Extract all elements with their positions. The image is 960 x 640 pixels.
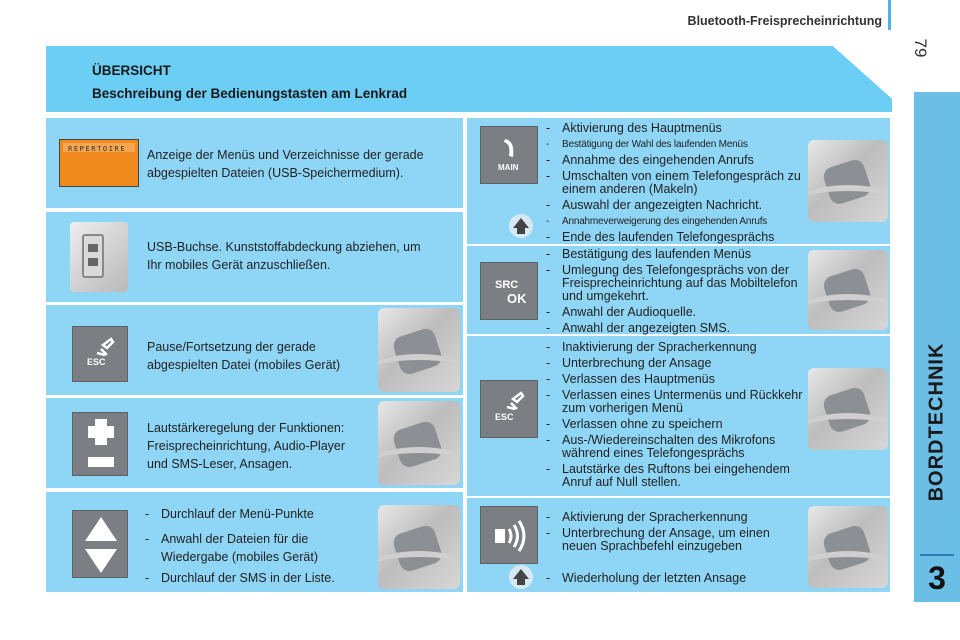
esc-button-icon — [72, 326, 128, 382]
text-line: und SMS-Leser, Ansagen. — [147, 457, 293, 471]
list-item: - Aktivierung des Hauptmenüs — [546, 122, 806, 135]
steering-wheel-photo — [378, 401, 460, 485]
plus-minus-buttons-icon — [72, 412, 128, 476]
steering-wheel-photo — [378, 308, 460, 392]
steering-wheel-photo — [808, 506, 888, 588]
list-item: - Anwahl der angezeigten SMS. — [546, 322, 806, 335]
steering-wheel-photo — [808, 140, 888, 222]
list-item: - Bestätigung der Wahl des laufenden Menüs — [546, 138, 806, 151]
header-divider — [888, 0, 891, 30]
section-title: ÜBERSICHT — [92, 63, 171, 78]
phone-handset-icon — [481, 127, 539, 185]
volume-description — [147, 419, 345, 473]
src-ok-functions-list — [546, 248, 806, 338]
side-tab-label: BORDTECHNIK — [925, 342, 948, 502]
src-label: SRC — [495, 279, 519, 291]
list-item: - Unterbrechung der Ansage — [546, 357, 806, 370]
text-line: USB-Buchse. Kunststoffabdeckung abziehen, um — [147, 240, 421, 254]
chapter-title: Bluetooth-Freisprecheinrichtung — [687, 14, 882, 28]
up-down-symbol-icon — [73, 511, 129, 579]
esc-symbol-icon — [73, 327, 129, 383]
list-item: - Wiederholung der letzten Ansage — [546, 572, 806, 585]
esc-symbol-icon — [481, 381, 539, 439]
text-line: Anzeige der Menüs und Verzeichnisse der gerade — [147, 148, 424, 162]
esc-functions-list — [546, 341, 806, 492]
text-line: abgespielten Datei (mobiles Gerät) — [147, 358, 341, 372]
section-subtitle: Beschreibung der Bedienungstasten am Lenkrad — [92, 86, 408, 101]
esc-label: ESC — [495, 412, 514, 422]
plus-minus-symbol-icon — [73, 413, 129, 477]
list-item: - Annahme des eingehenden Anrufs — [546, 154, 806, 167]
list-item: - Durchlauf der Menü-Punkte — [145, 508, 375, 521]
list-item: - Durchlauf der SMS in der Liste. — [145, 572, 375, 585]
list-item: - Aktivierung der Spracherkennung — [546, 511, 806, 524]
list-item: - Unterbrechung der Ansage, um einen neuen Sprachbefehl einzugeben — [546, 527, 806, 553]
display-description — [147, 146, 424, 182]
list-item: - Inaktivierung der Spracherkennung — [546, 341, 806, 354]
display-text: REPERTOIRE — [68, 145, 127, 153]
side-tab-divider — [920, 554, 954, 556]
list-item: - Bestätigung des laufenden Menüs — [546, 248, 806, 261]
voice-long-press-list — [546, 572, 806, 588]
list-item: - Verlassen ohne zu speichern — [546, 418, 806, 431]
text-line: Lautstärkeregelung der Funktionen: — [147, 421, 345, 435]
text-line: Pause/Fortsetzung der gerade — [147, 340, 316, 354]
steering-wheel-photo — [808, 250, 888, 330]
display-screen — [63, 143, 135, 152]
scroll-functions-list — [145, 508, 375, 588]
list-item: - Verlassen eines Untermenüs und Rückkehr zum vorherigen Menü — [546, 389, 806, 415]
pause-description — [147, 338, 340, 374]
side-tab-label-wrap — [914, 92, 960, 532]
page-number: 79 — [911, 38, 930, 58]
voice-functions-list — [546, 511, 806, 556]
list-item: - Anwahl der Audioquelle. — [546, 306, 806, 319]
list-item: - Lautstärke des Ruftons bei eingehendem Anruf auf Null stellen. — [546, 463, 806, 489]
list-item: - Ende des laufenden Telefongesprächs — [546, 231, 806, 244]
chapter-number: 3 — [928, 560, 946, 596]
steering-wheel-photo — [808, 368, 888, 450]
up-down-arrows-icon — [72, 510, 128, 578]
repertoire-display-icon — [59, 139, 139, 187]
list-item: - Anwahl der Dateien für die Wiedergabe (mobiles Gerät) — [145, 530, 375, 566]
esc-button-icon — [480, 380, 538, 438]
long-press-icon — [509, 214, 533, 238]
text-line: Ihr mobiles Gerät anzuschließen. — [147, 258, 331, 272]
list-item: - Umlegung des Telefongesprächs von der Freisprecheinrichtung auf das Mobiltelefon und umgekehrt. — [546, 264, 806, 303]
src-ok-button-icon — [480, 262, 538, 320]
steering-wheel-photo — [378, 505, 460, 589]
long-press-icon — [509, 565, 533, 589]
voice-waves-icon — [481, 507, 539, 565]
list-item: - Aus-/Wiedereinschalten des Mikrofons während eines Telefongesprächs — [546, 434, 806, 460]
usb-socket-icon — [70, 222, 128, 292]
list-item: - Umschalten von einem Telefongespräch zu einem anderen (Makeln) — [546, 170, 806, 196]
main-button-icon — [480, 126, 538, 184]
list-item: - Verlassen des Hauptmenüs — [546, 373, 806, 386]
list-item: - Annahmeverweigerung des eingehenden Anrufs — [546, 215, 806, 228]
usb-description — [147, 238, 421, 274]
voice-command-button-icon — [480, 506, 538, 564]
text-line: abgespielten Dateien (USB-Speichermedium). — [147, 166, 404, 180]
esc-label: ESC — [87, 357, 106, 367]
ok-label: OK — [507, 291, 527, 306]
chapter-side-tab — [914, 92, 960, 602]
main-functions-list — [546, 122, 806, 247]
text-line: Freisprecheinrichtung, Audio-Player — [147, 439, 346, 453]
section-banner — [46, 46, 892, 112]
main-label: MAIN — [498, 163, 519, 172]
list-item: - Auswahl der angezeigten Nachricht. — [546, 199, 806, 212]
